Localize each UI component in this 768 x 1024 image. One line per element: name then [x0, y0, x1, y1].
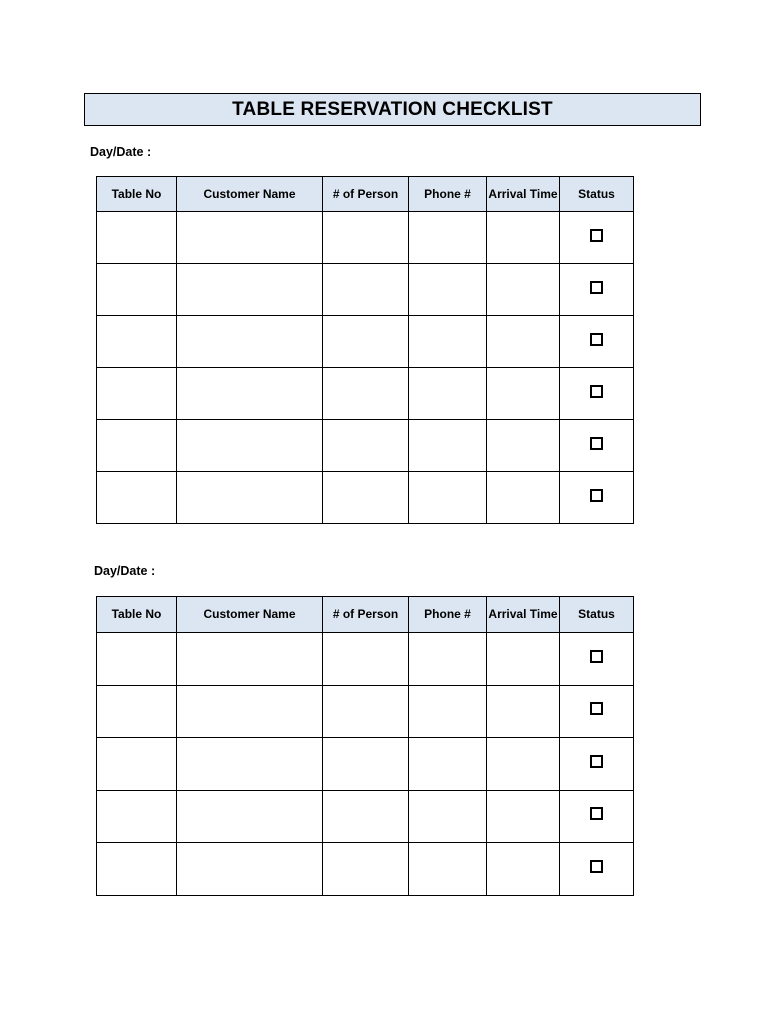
cell-customer-name[interactable] — [177, 685, 323, 738]
cell-customer-name[interactable] — [177, 738, 323, 791]
cell-phone[interactable] — [409, 368, 487, 420]
cell-arrival-time[interactable] — [487, 472, 560, 524]
cell-phone[interactable] — [409, 790, 487, 843]
cell-arrival-time[interactable] — [487, 420, 560, 472]
cell-phone[interactable] — [409, 264, 487, 316]
column-header-phone: Phone # — [409, 597, 487, 633]
cell-num-persons[interactable] — [323, 633, 409, 686]
date-label: Day/Date : — [90, 145, 152, 159]
table-row — [97, 843, 634, 896]
cell-phone[interactable] — [409, 633, 487, 686]
cell-num-persons[interactable] — [323, 420, 409, 472]
cell-customer-name[interactable] — [177, 472, 323, 524]
cell-num-persons[interactable] — [323, 472, 409, 524]
cell-phone[interactable] — [409, 316, 487, 368]
cell-table-no[interactable] — [97, 212, 177, 264]
checkbox-icon[interactable] — [590, 650, 603, 663]
cell-num-persons[interactable] — [323, 368, 409, 420]
date-label: Day/Date : — [94, 564, 156, 578]
cell-num-persons[interactable] — [323, 212, 409, 264]
cell-arrival-time[interactable] — [487, 633, 560, 686]
cell-table-no[interactable] — [97, 368, 177, 420]
cell-status — [560, 685, 634, 738]
cell-status — [560, 472, 634, 524]
reservation-table — [96, 176, 634, 524]
cell-customer-name[interactable] — [177, 212, 323, 264]
checkbox-icon[interactable] — [590, 385, 603, 398]
title-banner — [84, 93, 701, 126]
cell-arrival-time[interactable] — [487, 264, 560, 316]
table-row — [97, 790, 634, 843]
checkbox-icon[interactable] — [590, 281, 603, 294]
cell-phone[interactable] — [409, 472, 487, 524]
cell-table-no[interactable] — [97, 685, 177, 738]
cell-customer-name[interactable] — [177, 264, 323, 316]
cell-table-no[interactable] — [97, 633, 177, 686]
cell-status — [560, 633, 634, 686]
cell-arrival-time[interactable] — [487, 368, 560, 420]
cell-status — [560, 738, 634, 791]
cell-table-no[interactable] — [97, 264, 177, 316]
cell-table-no[interactable] — [97, 843, 177, 896]
table-row — [97, 472, 634, 524]
checkbox-icon[interactable] — [590, 333, 603, 346]
table-row — [97, 212, 634, 264]
column-header-arrival-time: Arrival Time — [487, 597, 560, 633]
table-header-row — [97, 177, 634, 212]
cell-table-no[interactable] — [97, 420, 177, 472]
column-header-num-persons: # of Person — [323, 597, 409, 633]
column-header-phone: Phone # — [409, 177, 487, 212]
column-header-table-no: Table No — [97, 177, 177, 212]
cell-num-persons[interactable] — [323, 316, 409, 368]
column-header-arrival-time: Arrival Time — [487, 177, 560, 212]
table-row — [97, 685, 634, 738]
checkbox-icon[interactable] — [590, 755, 603, 768]
table-row — [97, 633, 634, 686]
cell-num-persons[interactable] — [323, 843, 409, 896]
table-row — [97, 420, 634, 472]
cell-arrival-time[interactable] — [487, 685, 560, 738]
cell-num-persons[interactable] — [323, 264, 409, 316]
table-row — [97, 738, 634, 791]
cell-customer-name[interactable] — [177, 633, 323, 686]
cell-status — [560, 420, 634, 472]
cell-phone[interactable] — [409, 738, 487, 791]
checkbox-icon[interactable] — [590, 489, 603, 502]
cell-arrival-time[interactable] — [487, 843, 560, 896]
cell-num-persons[interactable] — [323, 790, 409, 843]
cell-arrival-time[interactable] — [487, 212, 560, 264]
column-header-status: Status — [560, 177, 634, 212]
cell-status — [560, 212, 634, 264]
cell-table-no[interactable] — [97, 738, 177, 791]
checkbox-icon[interactable] — [590, 702, 603, 715]
cell-status — [560, 316, 634, 368]
cell-customer-name[interactable] — [177, 368, 323, 420]
cell-status — [560, 843, 634, 896]
cell-status — [560, 790, 634, 843]
cell-phone[interactable] — [409, 212, 487, 264]
table-row — [97, 316, 634, 368]
checkbox-icon[interactable] — [590, 860, 603, 873]
reservation-table — [96, 596, 634, 896]
cell-arrival-time[interactable] — [487, 738, 560, 791]
cell-num-persons[interactable] — [323, 685, 409, 738]
table-row — [97, 368, 634, 420]
cell-status — [560, 264, 634, 316]
column-header-status: Status — [560, 597, 634, 633]
cell-phone[interactable] — [409, 843, 487, 896]
cell-table-no[interactable] — [97, 472, 177, 524]
cell-phone[interactable] — [409, 685, 487, 738]
checkbox-icon[interactable] — [590, 437, 603, 450]
table-header-row — [97, 597, 634, 633]
checkbox-icon[interactable] — [590, 229, 603, 242]
checkbox-icon[interactable] — [590, 807, 603, 820]
column-header-num-persons: # of Person — [323, 177, 409, 212]
cell-table-no[interactable] — [97, 316, 177, 368]
cell-arrival-time[interactable] — [487, 790, 560, 843]
page-title: TABLE RESERVATION CHECKLIST — [232, 98, 553, 120]
column-header-customer-name: Customer Name — [177, 597, 323, 633]
column-header-table-no: Table No — [97, 597, 177, 633]
cell-arrival-time[interactable] — [487, 316, 560, 368]
cell-customer-name[interactable] — [177, 420, 323, 472]
cell-num-persons[interactable] — [323, 738, 409, 791]
cell-customer-name[interactable] — [177, 790, 323, 843]
column-header-customer-name: Customer Name — [177, 177, 323, 212]
cell-phone[interactable] — [409, 420, 487, 472]
cell-customer-name[interactable] — [177, 316, 323, 368]
cell-table-no[interactable] — [97, 790, 177, 843]
cell-status — [560, 368, 634, 420]
table-row — [97, 264, 634, 316]
cell-customer-name[interactable] — [177, 843, 323, 896]
